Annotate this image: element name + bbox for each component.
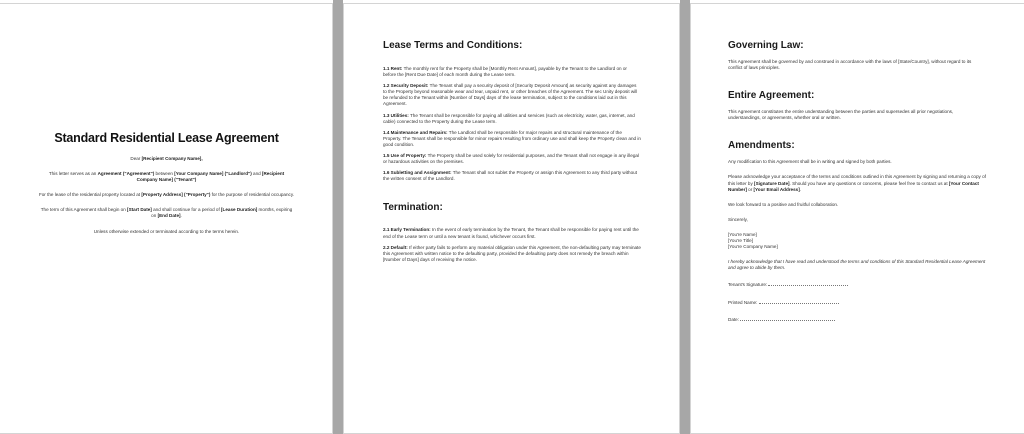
page-gap bbox=[333, 0, 343, 434]
clause: 2.1 Early Termination: In the event of early termination by the Tenant, the Tenant shall be responsible for paying rent until the end of the Lease term or until a new tenant is found, whichever occurs first. bbox=[383, 227, 639, 239]
sender-title: [You're Title] bbox=[728, 238, 753, 244]
clause: 2.2 Default: If either party fails to perform any material obligation under this Agreement, the non-defaulting party may terminate this Agreement with written notice to the defaulting party, provided the defaulting party does not remedy the breach within [Number of Days] days of receiving the notice. bbox=[383, 244, 641, 262]
salutation: Dear [Recipient Company Name], bbox=[130, 156, 203, 161]
clause: 1.4 Maintenance and Repairs: The Landlord shall be responsible for major repairs and structural maintenance of the Property. The Tenant shall be responsible for minor repairs resulting from ordinary use and shall keep the Property clean and in good condition. bbox=[383, 129, 641, 147]
section-heading: Lease Terms and Conditions: bbox=[383, 40, 523, 51]
sender-company: [You're Company Name] bbox=[728, 244, 778, 250]
term-paragraph: The term of this Agreement shall begin on [Start Date] and shall continue for a period of [Lease Duration] months, expiring on [End Date]. bbox=[40, 207, 293, 219]
amendments-text: Any modification to this Agreement shall be in writing and signed by both parties. bbox=[728, 159, 892, 165]
acknowledgement-text: I hereby acknowledge that I have read and understood the terms and conditions of this Standard Residential Lease Agreement and agree to abide by them. bbox=[728, 259, 986, 271]
date-field[interactable] bbox=[740, 316, 835, 321]
tenant-signature-line[interactable]: Tenant's Signature: bbox=[728, 281, 986, 288]
extension-paragraph: Unless otherwise extended or terminated according to the terms herein. bbox=[93, 228, 240, 234]
property-paragraph: For the lease of the residential property located at [Property Address] ("Property") for the purpose of residential occupancy. bbox=[38, 192, 295, 198]
clause: 1.5 Use of Property: The Property shall be used solely for residential purposes, and the Tenant shall not engage in any illegal or hazardous activities on the premises. bbox=[383, 153, 639, 165]
document-page-2 bbox=[343, 3, 680, 434]
clause: 1.2 Security Deposit: The Tenant shall pay a security deposit of [Security Deposit Amount] as security against any damages to the Property beyond reasonable wear and tear, unpaid rent, or other breaches of the Agreement. The sec Unity deposit will be refunded to the Tenant within [Number of Days] days of the lease termination, subject to the conditions laid out in this Agreement. bbox=[383, 83, 638, 107]
document-page-1 bbox=[0, 3, 333, 434]
governing-law-text: This Agreement shall be governed by and construed in accordance with the laws of [State/Country], without regard to its conflict of laws principles. bbox=[728, 59, 972, 71]
section-heading: Entire Agreement: bbox=[728, 90, 815, 102]
clause: 1.1 Rent: The monthly rent for the Property shall be [Monthly Rent Amount], payable by the Tenant to the Landlord on or before the [Rent Due Date] of each month during the Lease term. bbox=[383, 66, 627, 78]
printed-name-field[interactable] bbox=[759, 299, 839, 304]
closing-text: We look forward to a positive and fruitful collaboration. bbox=[728, 201, 839, 207]
section-heading: Amendments: bbox=[728, 140, 795, 152]
sincerely-text: Sincerely, bbox=[728, 216, 748, 222]
section-heading: Termination: bbox=[383, 202, 443, 214]
document-title: Standard Residential Lease Agreement bbox=[54, 131, 279, 145]
acknowledge-text: Please acknowledge your acceptance of the terms and conditions outlined in this Agreement by signing and returning a copy of this letter by [Signature Date]. Should you have any questions or concerns, please feel free to contact us at [Your Contact Number] or [Your Email Address]. bbox=[728, 174, 986, 192]
clause: 1.3 Utilities: The Tenant shall be responsible for paying all utilities and services (such as electricity, water, gas, internet, and cable) connected to the Property during the Lease term. bbox=[383, 112, 635, 124]
sender-name: [You're Name] bbox=[728, 231, 757, 237]
document-page-3 bbox=[690, 3, 1024, 434]
clause: 1.6 Subletting and Assignment: The Tenant shall not sublet the Property or assign this Agreement to any third party without the written consent of the Landlord. bbox=[383, 170, 637, 182]
page-gap bbox=[680, 0, 690, 434]
section-heading: Governing Law: bbox=[728, 40, 804, 51]
signature-field[interactable] bbox=[768, 281, 848, 286]
intro-paragraph: This letter serves as an Agreement ("Agreement") between [Your Company Name] ("Landlord") and [Recipient Company Name] ("Tenant") bbox=[48, 171, 285, 183]
printed-name-line[interactable]: Printed Name: bbox=[728, 299, 986, 306]
date-line[interactable]: Date: bbox=[728, 316, 986, 323]
entire-agreement-text: This Agreement constitutes the entire understanding between the parties and supersedes all prior negotiations, understandings, or agreements, whether oral or written. bbox=[728, 109, 954, 121]
